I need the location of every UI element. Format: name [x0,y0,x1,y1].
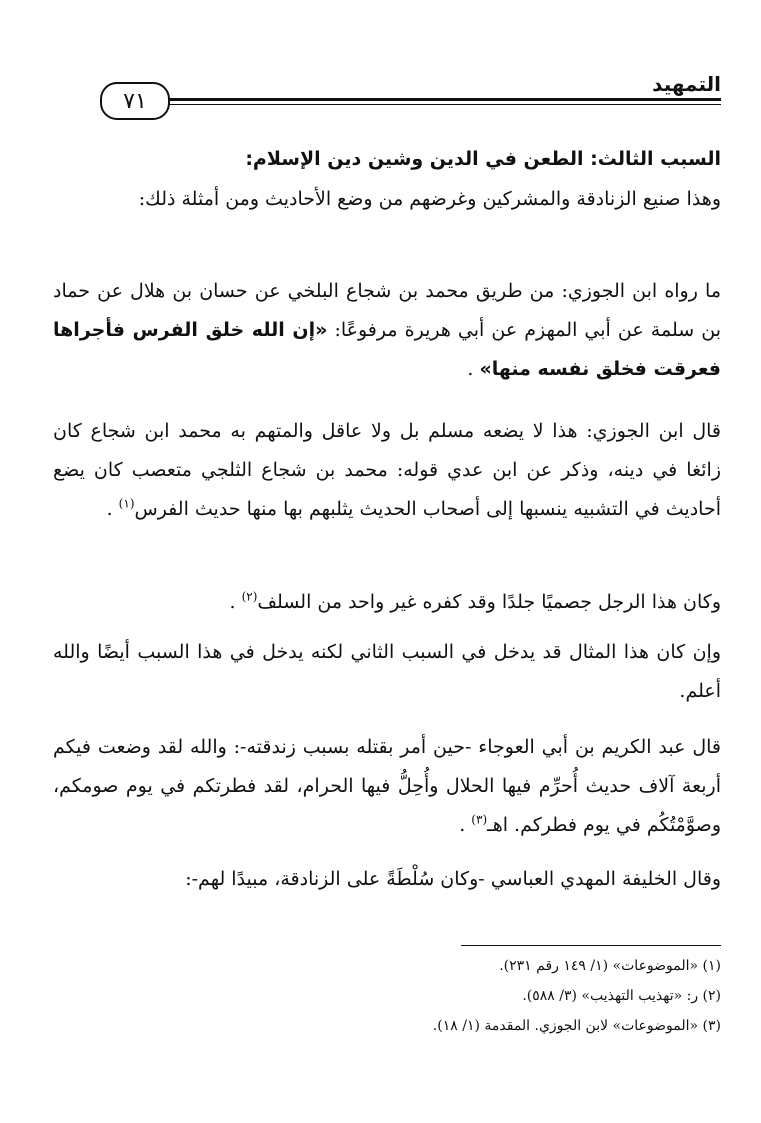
paragraph-example-note: وإن كان هذا المثال قد يدخل في السبب الثاني لكنه يدخل في هذا السبب أيضًا والله أعلم. [53,641,721,702]
page-number-badge [100,82,170,120]
footnote-2: (٢) ر: «تهذيب التهذيب» (٣/ ٥٨٨). [522,988,721,1004]
footnote-ref-1[interactable]: (١) [118,496,135,511]
jahmi-end: . [229,591,236,613]
ibn-jawzi-text: قال ابن الجوزي: هذا لا يضعه مسلم بل ولا عاقل والمتهم به محمد ابن شجاع كان زائغا في دينه، وذكر عن ابن عدي قوله: محمد بن شجاع الثلجي متعصب كان يضع أحاديث في التشبيه ينسبها إلى أصحاب الحديث يثلبهم بها منها حديث الفرس [53,420,721,520]
header-rule [150,98,721,101]
paragraph-mahdi: وقال الخليفة المهدي العباسي -وكان سُلْطَةً على الزنادقة، مبيدًا لهم-: [185,868,721,890]
footnote-1: (١) «الموضوعات» (١/ ١٤٩ رقم ٢٣١). [499,958,721,974]
running-title: التمهيد [652,72,721,96]
paragraph-intro: وهذا صنيع الزنادقة والمشركين وغرضهم من وضع الأحاديث ومن أمثلة ذلك: [138,188,721,210]
jahmi-text: وكان هذا الرجل جصميًا جلدًا وقد كفره غير واحد من السلف [257,591,721,613]
ibn-abi-awja-end: . [459,814,466,836]
header-rule-thin [150,104,721,105]
hadith-end: . [467,358,474,380]
paragraph-jahmi [53,583,721,622]
ibn-jawzi-end: . [106,498,113,520]
paragraph-hadith [53,272,721,389]
footnote-ref-3[interactable]: (٣) [471,812,488,827]
ibn-abi-awja-text: قال عبد الكريم بن أبي العوجاء -حين أمر بقتله بسبب زندقته-: والله لقد وضعت فيكم أربعة آلاف حديث أُحرِّم فيها الحلال وأُحِلُّ فيها الحرام، لقد فطرتكم في يوم صومكم، وصوَّمْتُكُم في يوم فطركم. اهـ [53,736,721,836]
section-heading: السبب الثالث: الطعن في الدين وشين دين الإسلام: [245,148,721,170]
footnote-ref-2[interactable]: (٢) [241,589,258,604]
paragraph-ibn-abi-awja [53,728,721,845]
footnote-separator [461,945,721,946]
paragraph-ibn-jawzi [53,412,721,529]
hadith-chain: ما رواه ابن الجوزي: من طريق محمد بن شجاع البلخي عن حسان بن هلال عن حماد بن سلمة عن أبي المهزم عن أبي هريرة مرفوعًا: [53,280,721,341]
hadith-text: «إن الله خلق الفرس فأجراها فعرقت فخلق نفسه منها» [53,319,721,380]
page-number: ٧١ [123,88,147,114]
footnote-3: (٣) «الموضوعات» لابن الجوزي. المقدمة (١/ ١٨). [432,1018,721,1034]
